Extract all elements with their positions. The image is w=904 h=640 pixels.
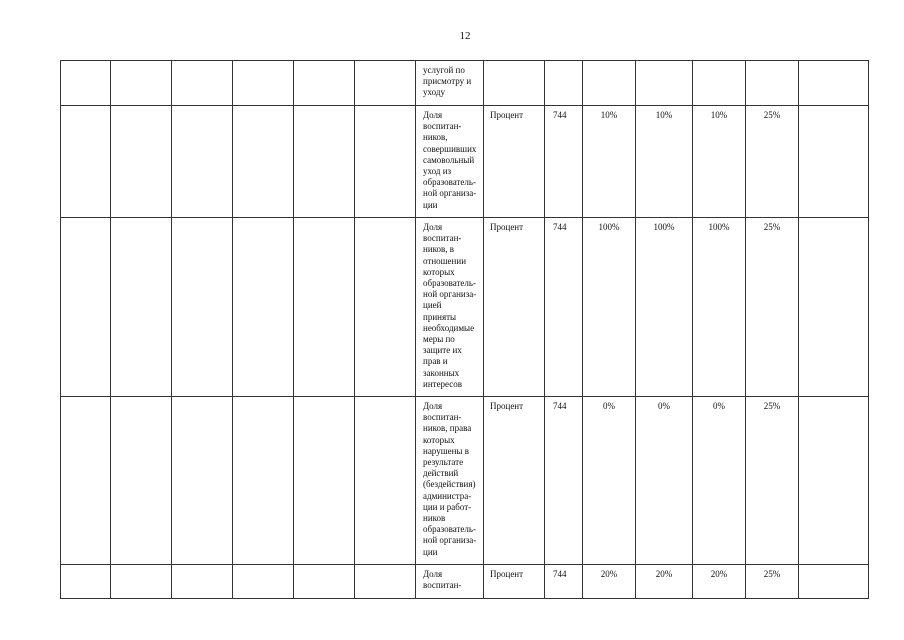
empty-cell <box>111 61 172 106</box>
empty-cell <box>111 106 172 218</box>
unit-cell <box>484 61 545 106</box>
value-cell: 100% <box>693 218 746 397</box>
page-number: 12 <box>459 30 471 42</box>
deviation-cell: 25% <box>746 565 799 599</box>
value-cell: 20% <box>583 565 636 599</box>
empty-cell <box>294 218 355 397</box>
indicator-cell: Доля воспитан- ников, совершивших самовольный уход из образователь- ной организа- ции <box>416 106 484 218</box>
empty-cell <box>61 218 111 397</box>
empty-cell <box>799 218 869 397</box>
value-cell: 20% <box>693 565 746 599</box>
deviation-cell: 25% <box>746 397 799 565</box>
table-row <box>61 106 869 218</box>
unit-cell: Процент <box>484 106 545 218</box>
empty-cell <box>355 106 416 218</box>
empty-cell <box>172 397 233 565</box>
empty-cell <box>61 106 111 218</box>
empty-cell <box>799 565 869 599</box>
code-cell: 744 <box>545 565 583 599</box>
empty-cell <box>294 106 355 218</box>
empty-cell <box>355 218 416 397</box>
indicator-cell: Доля воспитан- ников, в отношении которых образователь- ной организа- цией приняты необходимые меры по защите их прав и законных интересов <box>416 218 484 397</box>
empty-cell <box>799 397 869 565</box>
empty-cell <box>111 565 172 599</box>
deviation-cell: 25% <box>746 218 799 397</box>
empty-cell <box>61 565 111 599</box>
table-row <box>61 218 869 397</box>
unit-cell: Процент <box>484 565 545 599</box>
code-cell: 744 <box>545 106 583 218</box>
value-cell: 0% <box>636 397 693 565</box>
table-row <box>61 61 869 106</box>
empty-cell <box>61 61 111 106</box>
empty-cell <box>233 397 294 565</box>
value-cell: 100% <box>636 218 693 397</box>
value-cell: 10% <box>636 106 693 218</box>
empty-cell <box>355 61 416 106</box>
deviation-cell: 25% <box>746 106 799 218</box>
indicator-cell: Доля воспитан- <box>416 565 484 599</box>
table-row <box>61 565 869 599</box>
empty-cell <box>294 397 355 565</box>
empty-cell <box>172 218 233 397</box>
empty-cell <box>172 61 233 106</box>
indicator-table <box>60 60 869 599</box>
value-cell: 20% <box>636 565 693 599</box>
unit-cell: Процент <box>484 218 545 397</box>
empty-cell <box>111 218 172 397</box>
value-cell <box>583 61 636 106</box>
value-cell: 10% <box>583 106 636 218</box>
empty-cell <box>355 565 416 599</box>
empty-cell <box>233 106 294 218</box>
code-cell <box>545 61 583 106</box>
value-cell: 0% <box>583 397 636 565</box>
empty-cell <box>799 61 869 106</box>
unit-cell: Процент <box>484 397 545 565</box>
empty-cell <box>233 218 294 397</box>
empty-cell <box>799 106 869 218</box>
table-row <box>61 397 869 565</box>
empty-cell <box>61 397 111 565</box>
indicator-cell: Доля воспитан- ников, права которых нарушены в результате действий (бездействия) администра- ции и работ- ников образователь- ной организа- ции <box>416 397 484 565</box>
indicator-cell: услугой по присмотру и уходу <box>416 61 484 106</box>
value-cell: 10% <box>693 106 746 218</box>
empty-cell <box>355 397 416 565</box>
value-cell: 100% <box>583 218 636 397</box>
value-cell <box>693 61 746 106</box>
empty-cell <box>294 61 355 106</box>
empty-cell <box>294 565 355 599</box>
code-cell: 744 <box>545 397 583 565</box>
empty-cell <box>172 106 233 218</box>
value-cell: 0% <box>693 397 746 565</box>
deviation-cell <box>746 61 799 106</box>
empty-cell <box>111 397 172 565</box>
empty-cell <box>233 565 294 599</box>
code-cell: 744 <box>545 218 583 397</box>
empty-cell <box>172 565 233 599</box>
empty-cell <box>233 61 294 106</box>
value-cell <box>636 61 693 106</box>
